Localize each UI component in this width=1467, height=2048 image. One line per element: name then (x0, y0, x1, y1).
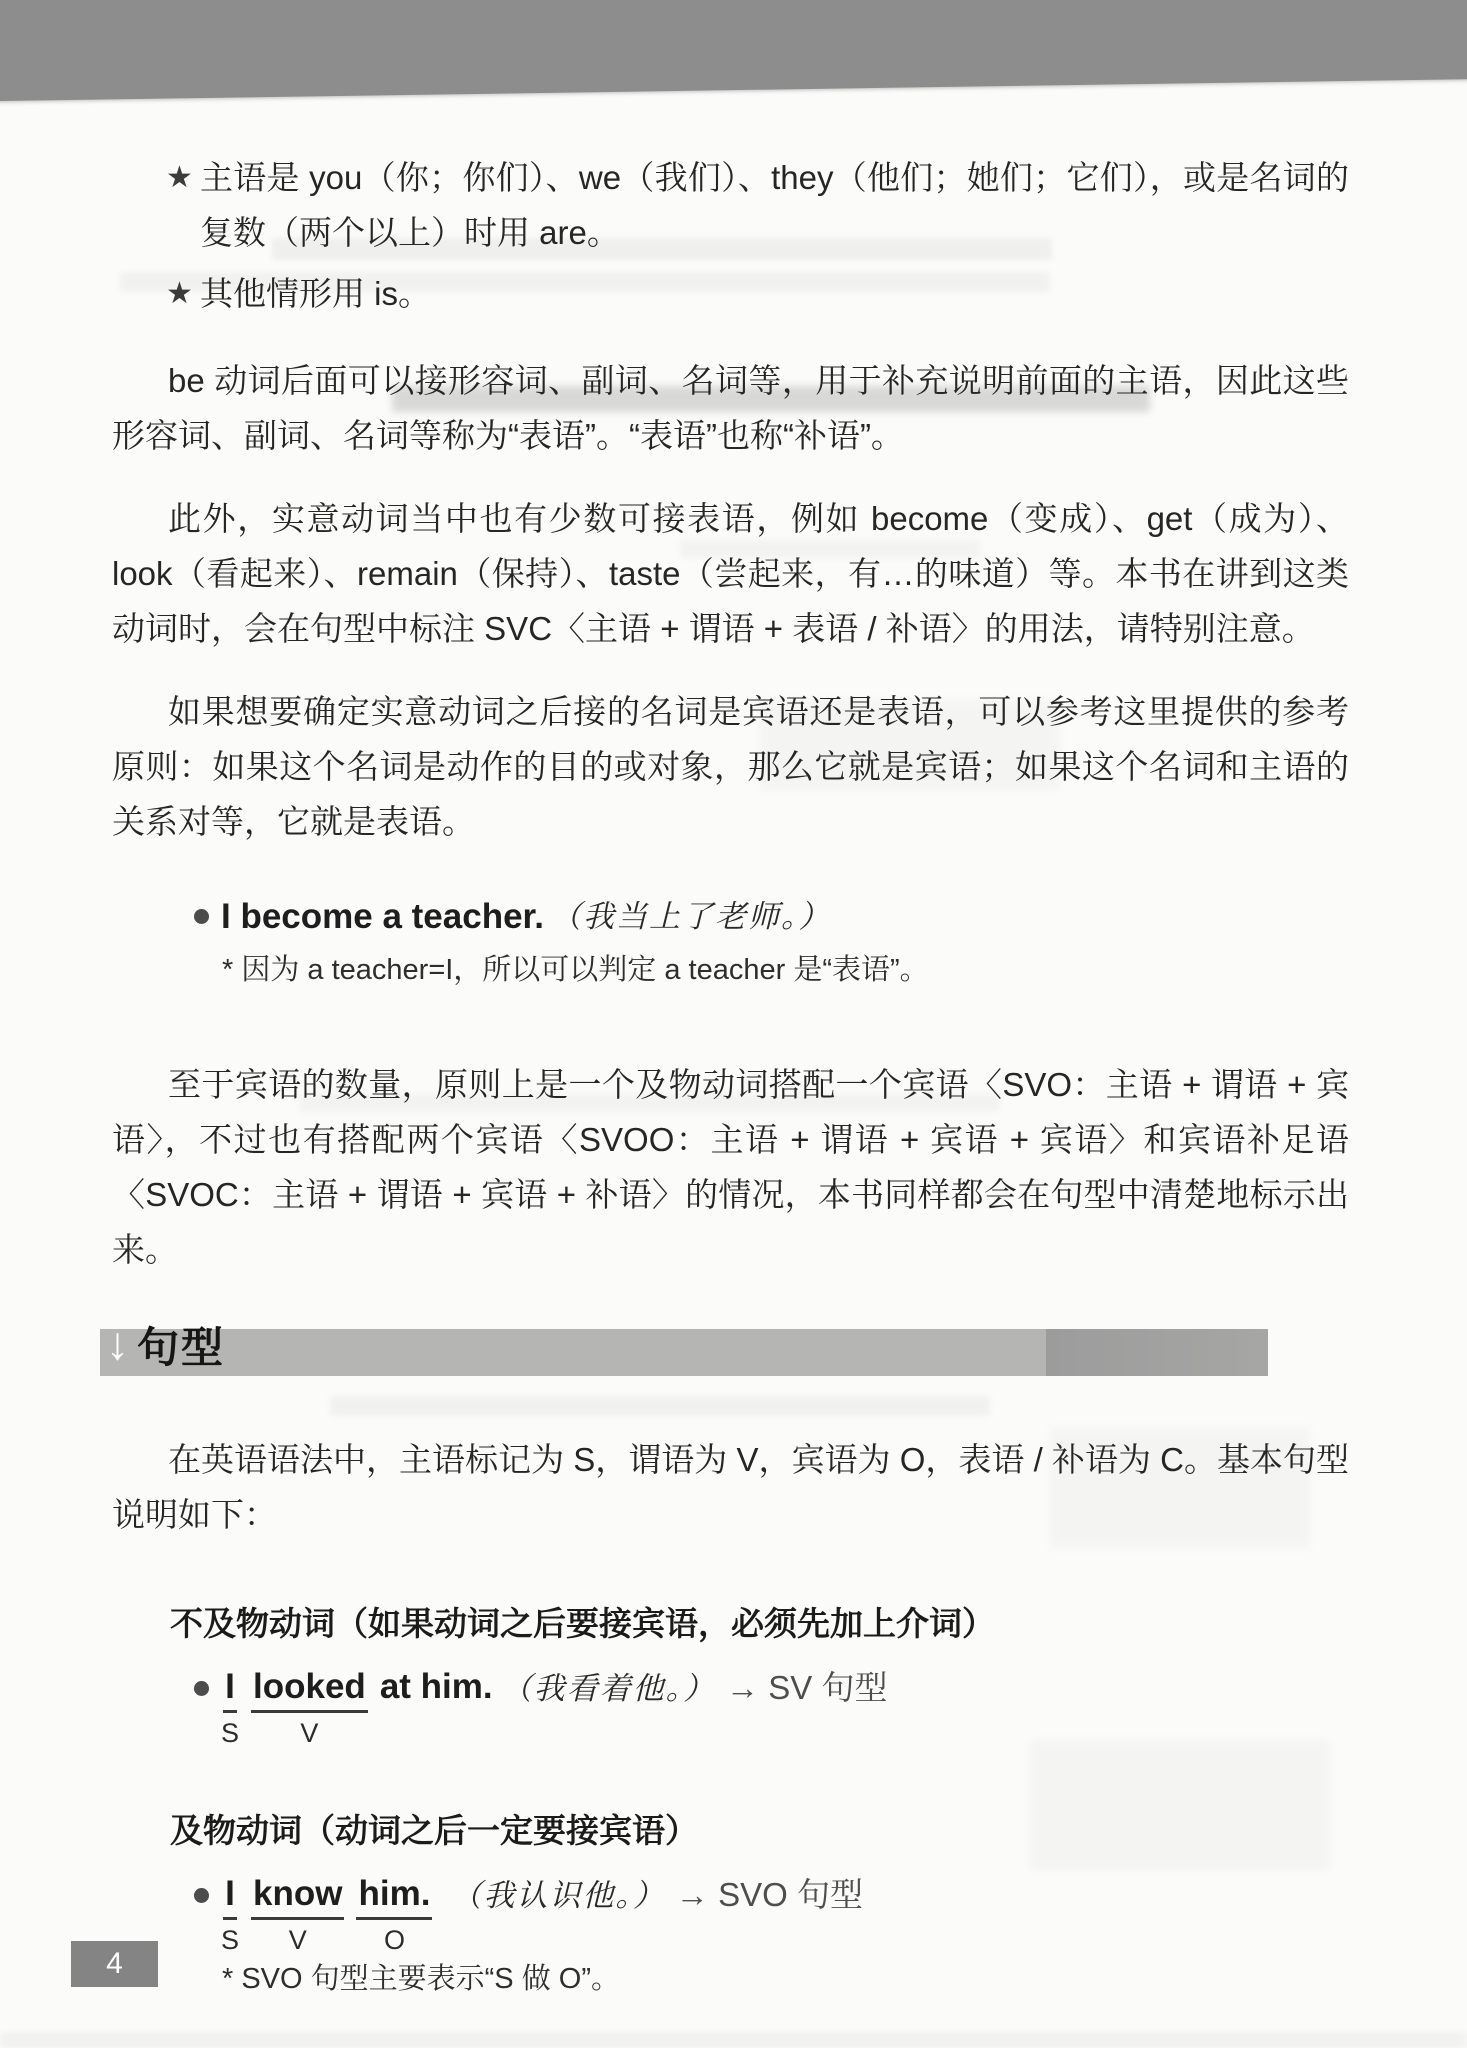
grammar-label: S (221, 1718, 240, 1748)
example-sv-line (112, 1665, 1349, 1749)
page-number: 4 (106, 1947, 123, 1980)
star-note-text: 其他情形用 is。 (200, 275, 431, 312)
analyzed-word (221, 1665, 239, 1749)
pattern-mapping: → SV 句型 (726, 1669, 888, 1706)
star-icon: ★ (166, 161, 193, 194)
bullet-dot-icon (194, 1681, 209, 1696)
analyzed-word (251, 1872, 344, 1956)
analyzed-word (356, 1872, 432, 1956)
paragraph-linking-verbs: 此外，实意动词当中也有少数可接表语，例如 become（变成）、get（成为）、look（看起来）、remain（保持）、taste（尝起来，有…的味道）等。本书在讲到这类动词时，会在句型中标注 SVC〈主语 + 谓语 + 表语 / 补语〉的用法，请特别注意。 (112, 500, 1349, 647)
underlined-word: I (223, 1665, 237, 1713)
grammar-label: V (300, 1718, 319, 1748)
underlined-word: know (251, 1872, 344, 1920)
example-svo-line (112, 1872, 1349, 1956)
example-become-teacher (112, 893, 1349, 991)
star-note (112, 150, 1349, 260)
paragraph-be-verb: be 动词后面可以接形容词、副词、名词等，用于补充说明前面的主语，因此这些形容词、副词、名词等称为“表语”。“表语”也称“补语”。 (112, 362, 1349, 454)
paragraph-object-vs-predicative: 如果想要确定实意动词之后接的名词是宾语还是表语，可以参考这里提供的参考原则：如果这个名词是动作的目的或对象，那么它就是宾语；如果这个名词和主语的关系对等，它就是表语。 (112, 693, 1349, 840)
bullet-dot-icon (194, 909, 209, 924)
star-note (112, 266, 1349, 321)
section-header-sentence-patterns (100, 1317, 1268, 1376)
heading-intransitive-verb: 不及物动词（如果动词之后要接宾语，必须先加上介词） (170, 1605, 995, 1642)
down-arrow-icon: ↓ (106, 1317, 129, 1369)
star-note-text: 主语是 you（你；你们）、we（我们）、they（他们；她们；它们），或是名词的复数（两个以上）时用 are。 (200, 159, 1349, 251)
sentence-rest: at him. (379, 1667, 493, 1706)
example-translation: （我当上了老师。） (549, 899, 832, 935)
star-icon: ★ (166, 277, 193, 310)
analyzed-word (221, 1872, 239, 1956)
analyzed-word (251, 1665, 368, 1749)
bleed-through-ghost (0, 2032, 1467, 2048)
grammar-label: O (383, 1925, 405, 1955)
paragraph-object-count: 至于宾语的数量，原则上是一个及物动词搭配一个宾语〈SVO：主语 + 谓语 + 宾语〉，不过也有搭配两个宾语〈SVOO：主语 + 谓语 + 宾语 + 宾语〉和宾语补足语〈SVOC：主语 + 谓语 + 宾语 + 补语〉的情况，本书同样都会在句型中清楚地标示出来。 (112, 1066, 1349, 1268)
section-title: 句型 (137, 1324, 226, 1371)
star-note-list (112, 150, 1349, 321)
bullet-dot-icon (194, 1888, 209, 1903)
example-translation: （我看着他。） (500, 1671, 717, 1707)
grammar-label: V (288, 1925, 307, 1955)
grammar-label: S (221, 1925, 240, 1955)
heading-transitive-verb: 及物动词（动词之后一定要接宾语） (170, 1812, 698, 1849)
underlined-word: looked (251, 1665, 368, 1713)
svo-footnote: * SVO 句型主要表示“S 做 O”。 (222, 1963, 620, 1995)
example-sentence-line (112, 893, 1349, 941)
example-english-sentence: I become a teacher. (221, 897, 544, 936)
underlined-word: him. (356, 1872, 432, 1920)
page-number-badge (71, 1941, 158, 1987)
paragraph-svoc-intro: 在英语语法中，主语标记为 S，谓语为 V，宾语为 O，表语 / 补语为 C。基本句型说明如下： (112, 1441, 1349, 1533)
pattern-mapping: → SVO 句型 (675, 1876, 863, 1913)
example-translation: （我认识他。） (450, 1878, 666, 1914)
underlined-word: I (223, 1872, 237, 1920)
example-footnote: * 因为 a teacher=I，所以可以判定 a teacher 是“表语”。 (222, 954, 929, 986)
